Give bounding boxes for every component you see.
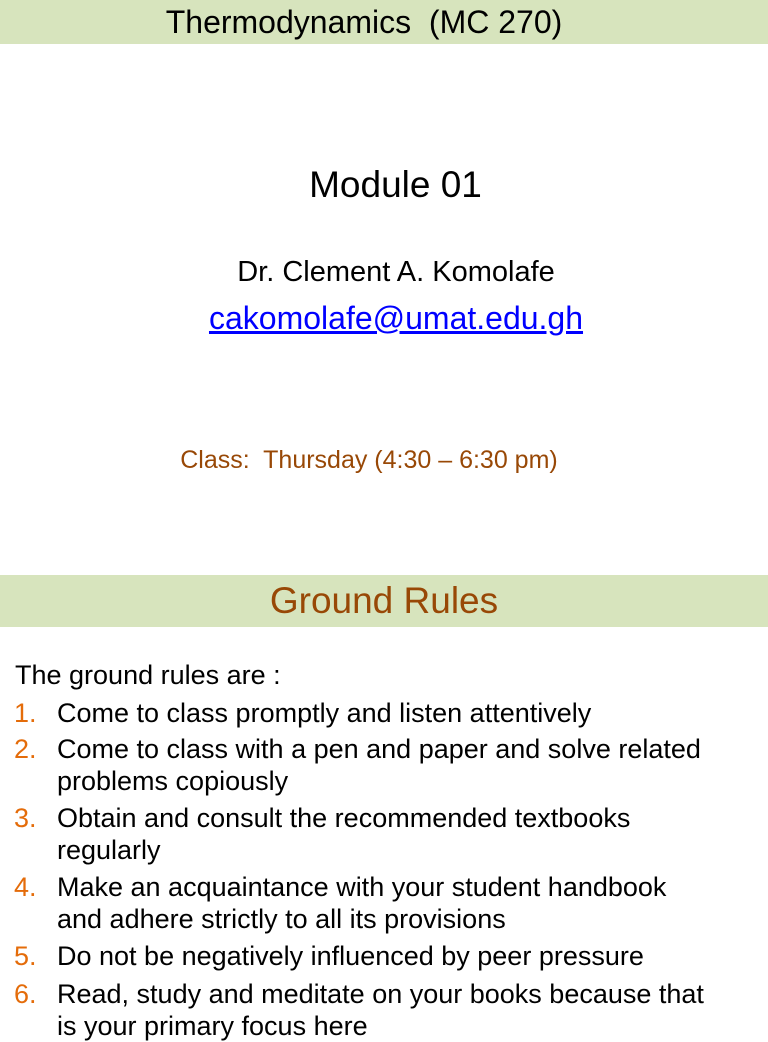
list-number: 4. <box>14 872 37 902</box>
section-title: Ground Rules <box>269 580 499 621</box>
ground-rule-item <box>14 733 754 797</box>
intro-text: The ground rules are : <box>15 660 281 690</box>
list-item-text <box>57 697 754 729</box>
list-number: 2. <box>14 734 37 764</box>
list-item-text <box>57 802 754 866</box>
list-item-line: and adhere strictly to all its provisions <box>57 904 506 934</box>
list-number: 1. <box>14 698 37 728</box>
list-item-line: Make an acquaintance with your student handbook <box>57 872 667 902</box>
section-banner <box>0 575 768 627</box>
list-number: 6. <box>14 979 37 1009</box>
list-item-line: Come to class promptly and listen attentively <box>57 698 592 728</box>
list-item-line: problems copiously <box>57 766 289 796</box>
course-title: Thermodynamics (MC 270) <box>165 4 563 40</box>
list-item-text <box>57 978 754 1041</box>
list-number: 3. <box>14 803 37 833</box>
header-banner <box>0 0 768 44</box>
module-title: Module 01 <box>309 164 482 205</box>
instructor-name: Dr. Clement A. Komolafe <box>237 256 555 288</box>
list-item-line: Read, study and meditate on your books because that <box>57 979 704 1009</box>
list-item-line: Come to class with a pen and paper and solve related <box>57 734 701 764</box>
list-item-line: regularly <box>57 835 161 865</box>
ground-rule-item <box>14 871 754 935</box>
list-item-text <box>57 733 754 797</box>
list-item-line: is your primary focus here <box>57 1011 368 1041</box>
class-schedule: Class: Thursday (4:30 – 6:30 pm) <box>180 446 558 474</box>
list-item-text <box>57 871 754 935</box>
ground-rule-item <box>14 940 754 972</box>
list-item-line: Do not be negatively influenced by peer pressure <box>57 941 644 971</box>
list-item-text <box>57 940 754 972</box>
email-line <box>24 298 768 338</box>
list-item-line: Obtain and consult the recommended textbooks <box>57 803 631 833</box>
ground-rule-item <box>14 978 754 1041</box>
ground-rule-item <box>14 802 754 866</box>
email-link[interactable]: cakomolafe@umat.edu.gh <box>208 300 584 336</box>
ground-rule-item <box>14 697 754 729</box>
list-number: 5. <box>14 941 37 971</box>
